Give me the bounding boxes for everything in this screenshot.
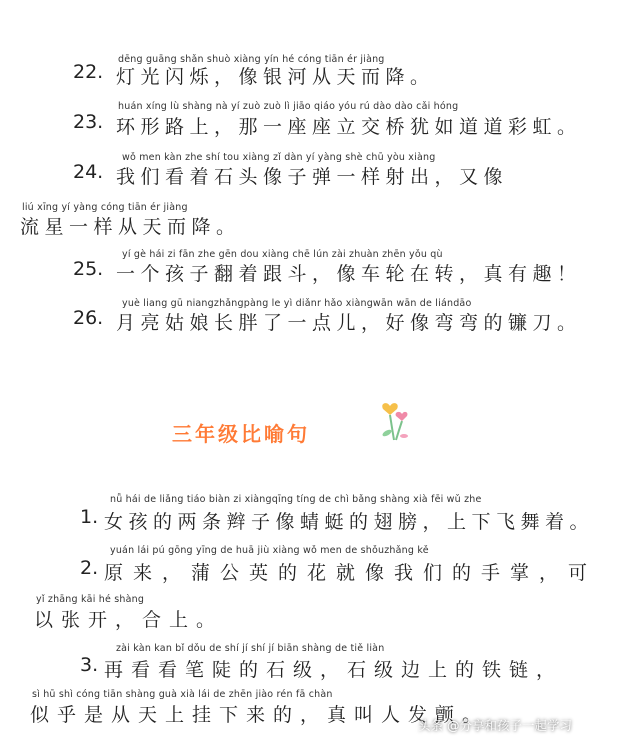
- sentence-text: 月亮姑娘长胖了一点儿，好像弯弯的镰刀。: [116, 312, 582, 334]
- pinyin-line: liú xīng yí yàng cóng tiān ér jiàng: [22, 202, 188, 213]
- pinyin-line: sì hū shì cóng tiān shàng guà xià lái de zhēn jiào rén fā chàn: [32, 689, 333, 700]
- sentence-text: 我们看着石头像子弹一样射出，又像: [116, 166, 509, 188]
- pinyin-line: nǚ hái de liǎng tiáo biàn zi xiàngqīng tíng de chì bǎng shàng xià fēi wǔ zhe: [110, 494, 482, 505]
- pinyin-line: yuán lái pú gōng yīng de huā jiù xiàng wǒ men de shǒuzhǎng kě: [110, 545, 429, 556]
- sentence-number: 25.: [73, 258, 104, 280]
- pinyin-line: yí gè hái zi fān zhe gēn dou xiàng chē lún zài zhuàn zhēn yǒu qù: [122, 249, 443, 260]
- pinyin-line: wǒ men kàn zhe shí tou xiàng zǐ dàn yí yàng shè chū yòu xiàng: [122, 152, 436, 163]
- sentence-text: 灯光闪烁，像银河从天而降。: [116, 66, 435, 88]
- sentence-number: 2.: [80, 557, 99, 579]
- sentence-number: 24.: [73, 161, 104, 183]
- pinyin-line: yǐ zhāng kāi hé shàng: [36, 594, 145, 605]
- sentence-text: 以张开，合上。: [34, 609, 224, 631]
- sentence-number: 23.: [73, 111, 104, 133]
- sentence-number: 3.: [80, 654, 99, 676]
- sentence-number: 22.: [73, 61, 104, 83]
- sentence-text: 原来，蒲公英的花就像我们的手掌，可: [104, 562, 598, 584]
- sentence-text: 环形路上，那一座座立交桥犹如道道彩虹。: [116, 116, 582, 138]
- watermark: 头条 @分享和孩子一起学习: [418, 718, 572, 733]
- pinyin-line: yuè liang gū niangzhǎngpàng le yì diǎnr hǎo xiàngwān wān de liándāo: [122, 298, 472, 309]
- pinyin-line: huán xíng lù shàng nà yí zuò zuò lì jiāo qiáo yóu rú dào dào cǎi hóng: [118, 101, 459, 112]
- sentence-number: 1.: [80, 506, 99, 528]
- heart-flower-icon: [378, 400, 412, 444]
- sentence-text: 女孩的两条辫子像蜻蜓的翅膀，上下飞舞着。: [104, 511, 595, 533]
- sentence-text: 流星一样从天而降。: [20, 216, 241, 238]
- pinyin-line: zài kàn kan bǐ dǒu de shí jí shí jí biān shàng de tiě liàn: [116, 643, 385, 654]
- sentence-text: 再看看笔陡的石级，石级边上的铁链，: [104, 659, 564, 681]
- section-title: 三年级比喻句: [172, 422, 310, 446]
- sentence-text: 一个孩子翻着跟斗，像车轮在转，真有趣！: [116, 263, 582, 285]
- sentence-number: 26.: [73, 307, 104, 329]
- sentence-text: 似乎是从天上挂下来的，真叫人发颤。: [30, 704, 490, 726]
- pinyin-line: dēng guāng shǎn shuò xiàng yín hé cóng tiān ér jiàng: [118, 54, 385, 65]
